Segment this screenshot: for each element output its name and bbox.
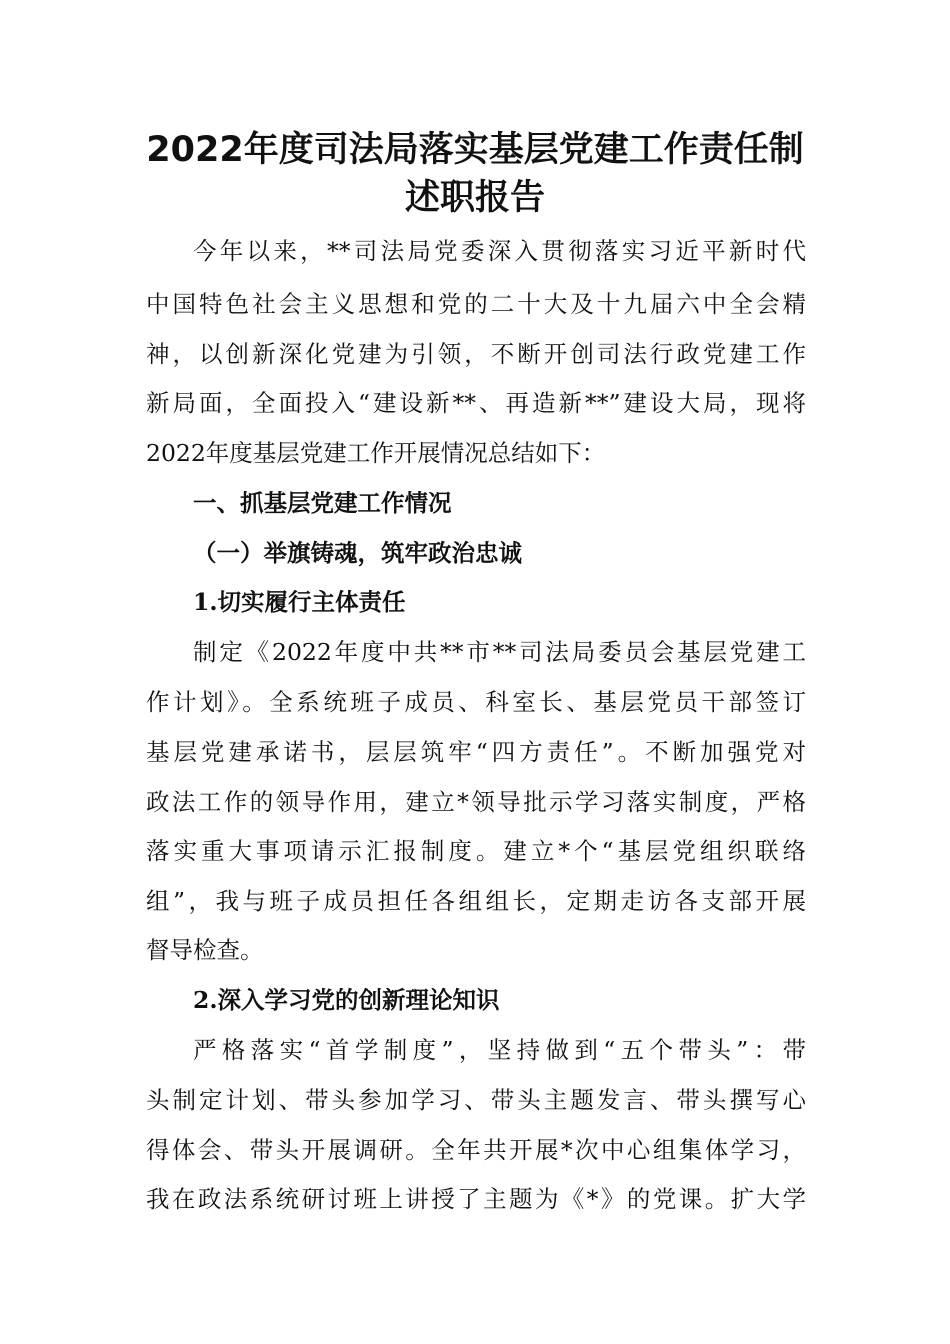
intro-line-5: 2022年度基层党建工作开展情况总结如下： [146, 439, 606, 467]
item1-line-6: 组”，我与班子成员担任各组组长，定期走访各支部开展 [146, 887, 806, 915]
item1-line-3: 基层党建承诺书，层层筑牢“四方责任”。不断加强党对 [146, 738, 806, 766]
item-heading-1: 1.切实履行主体责任 [193, 588, 406, 616]
intro-line-1: 今年以来，**司法局党委深入贯彻落实习近平新时代 [193, 237, 806, 265]
item1-line-1: 制定《2022年度中共**市**司法局委员会基层党建工 [193, 638, 806, 666]
intro-line-2: 中国特色社会主义思想和党的二十大及十九届六中全会精 [146, 290, 806, 318]
item2-line-4: 我在政法系统研讨班上讲授了主题为《*》的党课。扩大学 [146, 1185, 806, 1213]
document-title-line1: 2022年度司法局落实基层党建工作责任制 [146, 130, 804, 170]
document-title-line2: 述职报告 [404, 178, 545, 218]
intro-line-4: 新局面，全面投入“建设新**、再造新**”建设大局，现将 [146, 389, 806, 417]
item2-line-1: 严格落实“首学制度”，坚持做到“五个带头”：带 [193, 1036, 806, 1064]
item1-line-2: 作计划》。全系统班子成员、科室长、基层党员干部签订 [146, 688, 806, 716]
section-heading-1: 一、抓基层党建工作情况 [193, 489, 452, 517]
subsection-heading-1: （一）举旗铸魂，筑牢政治忠诚 [193, 539, 522, 567]
item-heading-2: 2.深入学习党的创新理论知识 [193, 986, 500, 1014]
item1-line-7: 督导检查。 [146, 936, 264, 964]
item1-line-5: 落实重大事项请示汇报制度。建立*个“基层党组织联络 [146, 837, 806, 865]
item2-line-3: 得体会、带头开展调研。全年共开展*次中心组集体学习， [146, 1136, 806, 1164]
intro-line-3: 神，以创新深化党建为引领，不断开创司法行政党建工作 [146, 340, 806, 368]
item1-line-4: 政法工作的领导作用，建立*领导批示学习落实制度，严格 [146, 788, 806, 816]
item2-line-2: 头制定计划、带头参加学习、带头主题发言、带头撰写心 [146, 1086, 806, 1114]
